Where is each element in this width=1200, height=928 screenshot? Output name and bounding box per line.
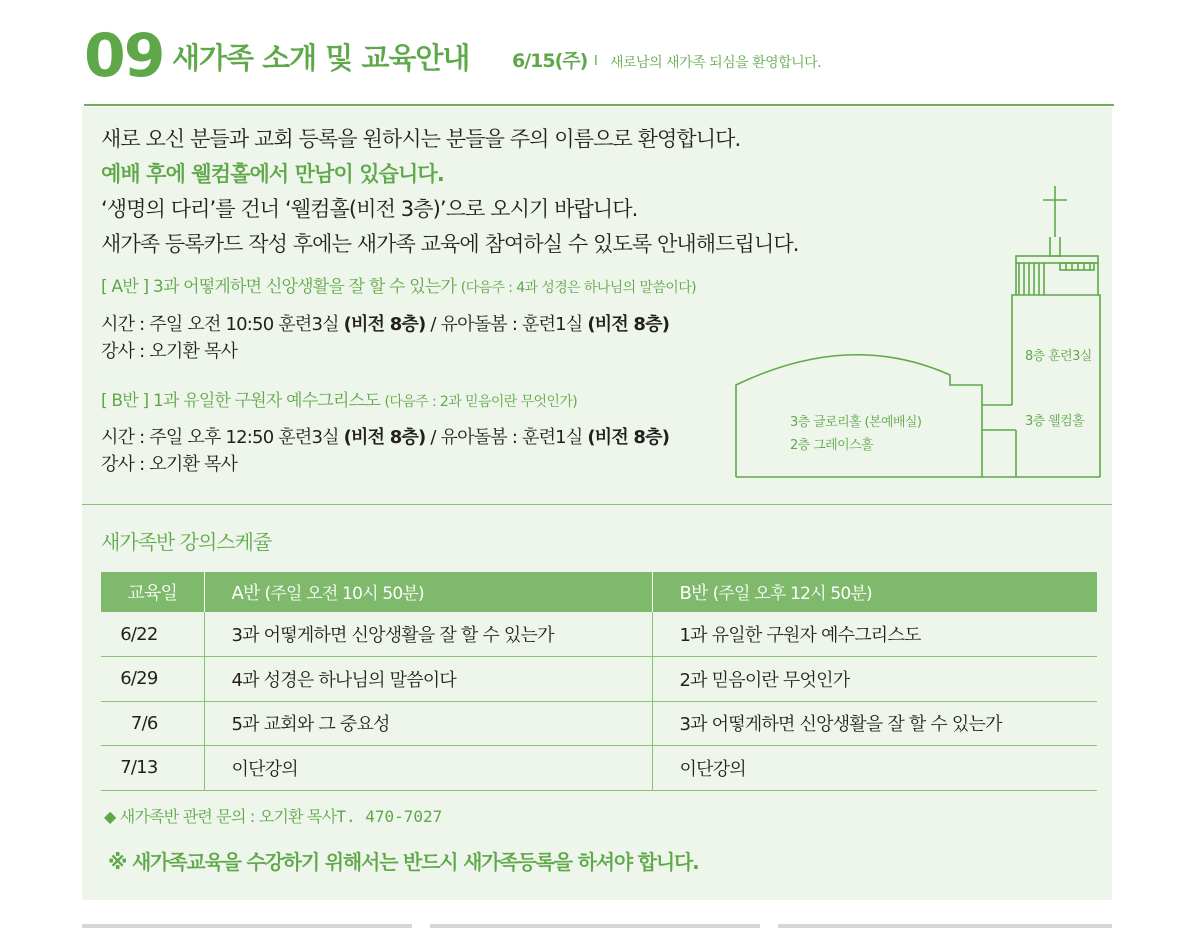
row-class-a: 이단강의 [204, 746, 652, 791]
section-header [84, 22, 1114, 106]
class-b-title: [ B반 ] 1과 유일한 구원자 예수그리스도 [101, 391, 380, 411]
schedule-header-row [101, 572, 1097, 612]
class-b-time [101, 424, 669, 451]
class-b-time-location: (비전 8층) [343, 427, 426, 448]
bottom-divider-1 [82, 924, 412, 928]
header-class-b-label: B반 [679, 583, 708, 604]
row-class-a: 3과 어떻게하면 신앙생활을 잘 할 수 있는가 [204, 612, 652, 657]
church-building-illustration [730, 180, 1110, 485]
intro-highlight: 예배 후에 웰컴홀에서 만남이 있습니다. [101, 162, 444, 186]
class-a-teacher: 강사 : 오기환 목사 [101, 341, 238, 362]
intro-text [101, 122, 799, 262]
building-label-8f: 8층 훈련3실 [1025, 349, 1092, 364]
class-a-nursery-location: (비전 8층) [587, 314, 670, 335]
class-b-teacher: 강사 : 오기환 목사 [101, 454, 238, 475]
registration-notice: ※ 새가족교육을 수강하기 위해서는 반드시 새가족등록을 하셔야 합니다. [108, 850, 699, 874]
building-label-glory-hall: 3층 글로리홀 (본예배실) [790, 415, 922, 430]
section-title: 새가족 소개 및 교육안내 [172, 41, 470, 75]
class-b-time-text: 시간 : 주일 오후 12:50 훈련3실 [101, 427, 344, 448]
row-class-b: 1과 유일한 구원자 예수그리스도 [652, 612, 1097, 657]
class-a-heading [101, 276, 696, 299]
class-a-nursery-text: / 유아돌봄 : 훈련1실 [425, 314, 588, 335]
contact-info [104, 806, 442, 828]
intro-line-3: ‘생명의 다리’를 건너 ‘웰컴홀(비전 3층)’으로 오시기 바랍니다. [101, 197, 638, 221]
header-class-b-time: (주일 오후 12시 50분) [712, 584, 872, 604]
class-a-details [101, 311, 669, 365]
table-row [101, 612, 1097, 657]
section-date: 6/15(주) [512, 50, 588, 72]
table-row [101, 746, 1097, 791]
section-number: 09 [84, 21, 164, 91]
contact-phone: T. 470-7027 [336, 807, 443, 826]
class-a-time [101, 311, 669, 338]
building-label-grace-hall: 2층 그레이스홀 [790, 438, 873, 453]
intro-line-1: 새로 오신 분들과 교회 등록을 원하시는 분들을 주의 이름으로 환영합니다. [101, 127, 741, 151]
intro-line-4: 새가족 등록카드 작성 후에는 새가족 교육에 참여하실 수 있도록 안내해드립니다. [101, 232, 799, 256]
schedule-title: 새가족반 강의스케쥴 [101, 530, 272, 554]
class-b-heading [101, 390, 577, 413]
bottom-divider-3 [778, 924, 1112, 928]
panel-divider [82, 504, 1112, 505]
row-class-a: 5과 교회와 그 중요성 [204, 701, 652, 746]
contact-label: ◆ 새가족반 관련 문의 : 오기환 목사 [104, 807, 337, 826]
header-date: 교육일 [101, 572, 204, 612]
class-b-nursery-text: / 유아돌봄 : 훈련1실 [425, 427, 588, 448]
row-class-a: 4과 성경은 하나님의 말씀이다 [204, 657, 652, 702]
section-subtitle: 새로남의 새가족 되심을 환영합니다. [610, 55, 822, 71]
header-class-b [652, 572, 1097, 612]
schedule-table [101, 572, 1097, 791]
class-a-next: (다음주 : 4과 성경은 하나님의 말씀이다) [460, 280, 697, 296]
header-class-a-label: A반 [231, 583, 260, 604]
row-class-b: 3과 어떻게하면 신앙생활을 잘 할 수 있는가 [652, 701, 1097, 746]
table-row [101, 657, 1097, 702]
bottom-divider-2 [430, 924, 760, 928]
header-separator: I [594, 54, 598, 69]
row-class-b: 이단강의 [652, 746, 1097, 791]
header-class-a-time: (주일 오전 10시 50분) [264, 584, 424, 604]
class-b-nursery-location: (비전 8층) [587, 427, 670, 448]
row-date: 7/6 [101, 701, 204, 746]
class-b-next: (다음주 : 2과 믿음이란 무엇인가) [384, 394, 578, 410]
class-a-time-text: 시간 : 주일 오전 10:50 훈련3실 [101, 314, 344, 335]
row-class-b: 2과 믿음이란 무엇인가 [652, 657, 1097, 702]
row-date: 7/13 [101, 746, 204, 791]
class-a-title: [ A반 ] 3과 어떻게하면 신앙생활을 잘 할 수 있는가 [101, 277, 457, 297]
class-a-time-location: (비전 8층) [343, 314, 426, 335]
header-class-a [204, 572, 652, 612]
class-b-details [101, 424, 669, 478]
table-row [101, 701, 1097, 746]
building-label-3f-welcome: 3층 웰컴홀 [1025, 414, 1085, 429]
row-date: 6/29 [101, 657, 204, 702]
row-date: 6/22 [101, 612, 204, 657]
